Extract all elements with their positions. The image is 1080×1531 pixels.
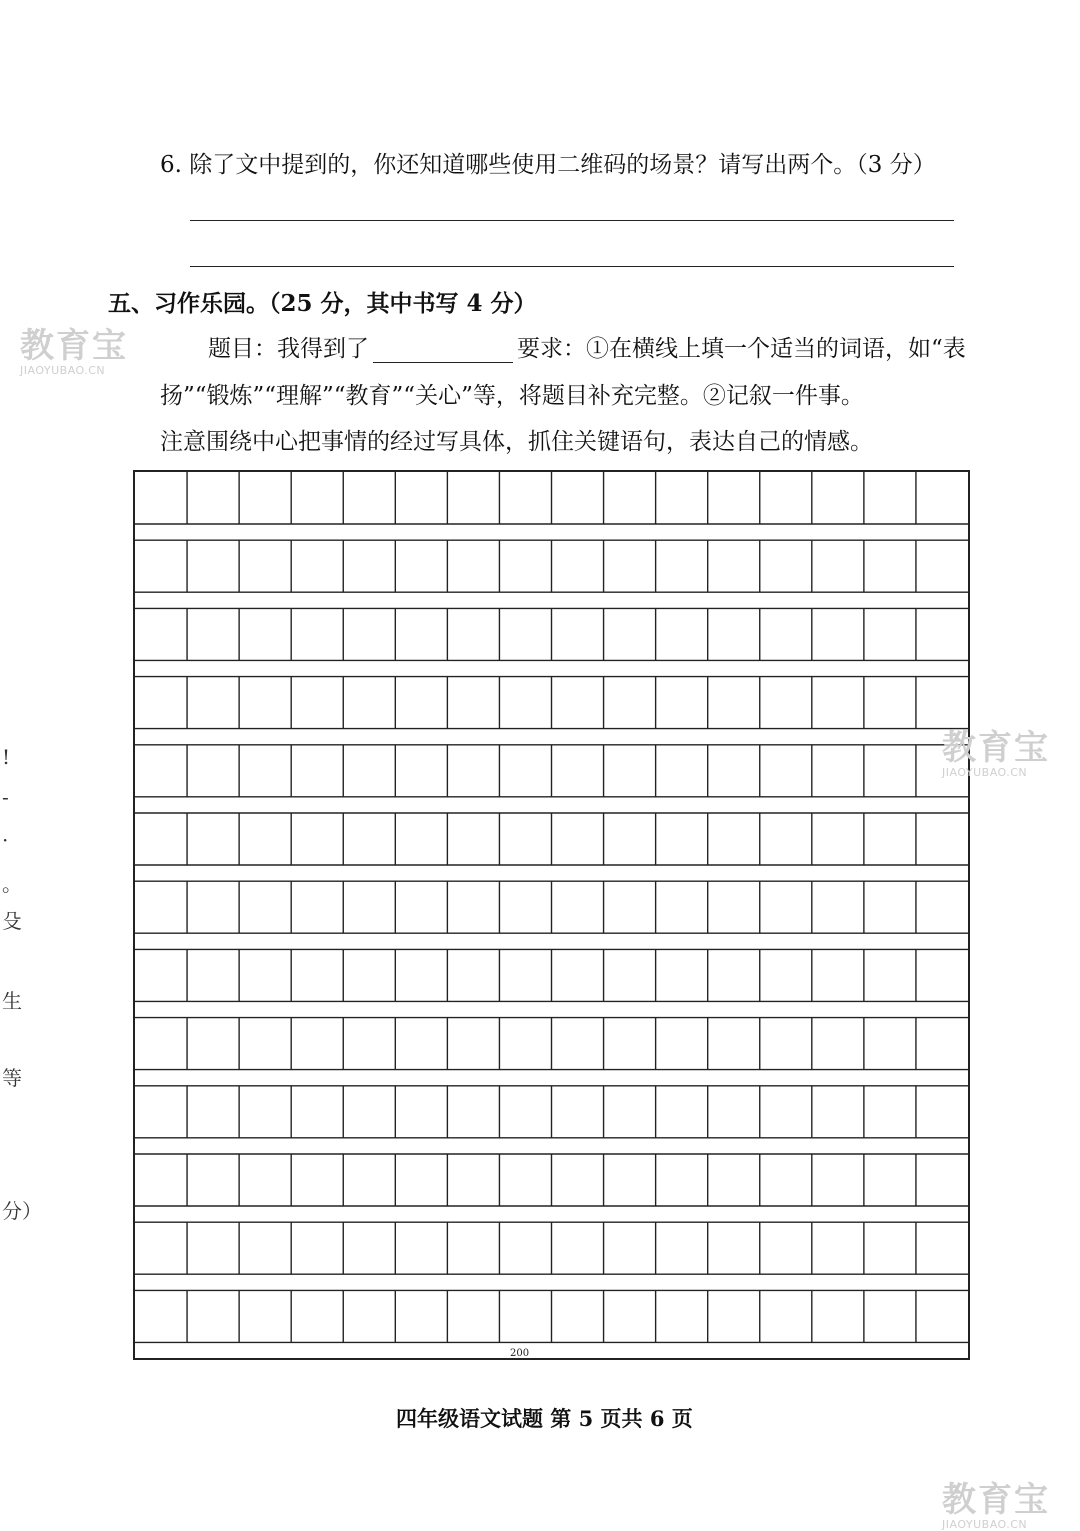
- question-6: 6. 除了文中提到的，你还知道哪些使用二维码的场景？请写出两个。（3 分）: [160, 152, 936, 178]
- margin-fragment: !: [2, 745, 11, 769]
- writing-grid[interactable]: [133, 470, 970, 1360]
- section-5-title: 五、习作乐园。（25 分，其中书写 4 分）: [108, 290, 537, 317]
- margin-fragment: 。: [2, 872, 22, 896]
- margin-fragment: 殳: [2, 909, 22, 933]
- margin-fragment: 等: [2, 1066, 22, 1090]
- grid-lines: [135, 472, 968, 1358]
- prompt-after-blank: 要求：①在横线上填一个适当的词语，如“表: [517, 336, 966, 362]
- margin-fragment: 生: [2, 989, 22, 1013]
- answer-line-1[interactable]: [190, 220, 954, 221]
- watermark-logo: 教育宝 JIAOYUBAO.CN: [20, 326, 128, 377]
- word-count-marker: 200: [510, 1348, 530, 1359]
- essay-prompt-line-3: 注意围绕中心把事情的经过写具体，抓住关键语句，表达自己的情感。: [160, 429, 873, 455]
- margin-fragment: ·: [2, 828, 9, 852]
- essay-prompt-line-2: 扬”“锻炼”“理解”“教育”“关心”等，将题目补充完整。②记叙一件事。: [160, 383, 864, 409]
- margin-fragment: -: [2, 785, 9, 809]
- essay-prompt-line-1: [208, 330, 966, 363]
- margin-fragment: 分）: [2, 1199, 42, 1223]
- prompt-before-blank: 题目：我得到了: [208, 336, 369, 362]
- page-footer: 四年级语文试题 第 5 页共 6 页: [396, 1406, 693, 1431]
- watermark-logo: 教育宝 JIAOYUBAO.CN: [942, 1480, 1050, 1531]
- answer-line-2[interactable]: [190, 266, 954, 267]
- title-blank[interactable]: [373, 340, 513, 363]
- watermark-logo: 教育宝 JIAOYUBAO.CN: [942, 728, 1050, 779]
